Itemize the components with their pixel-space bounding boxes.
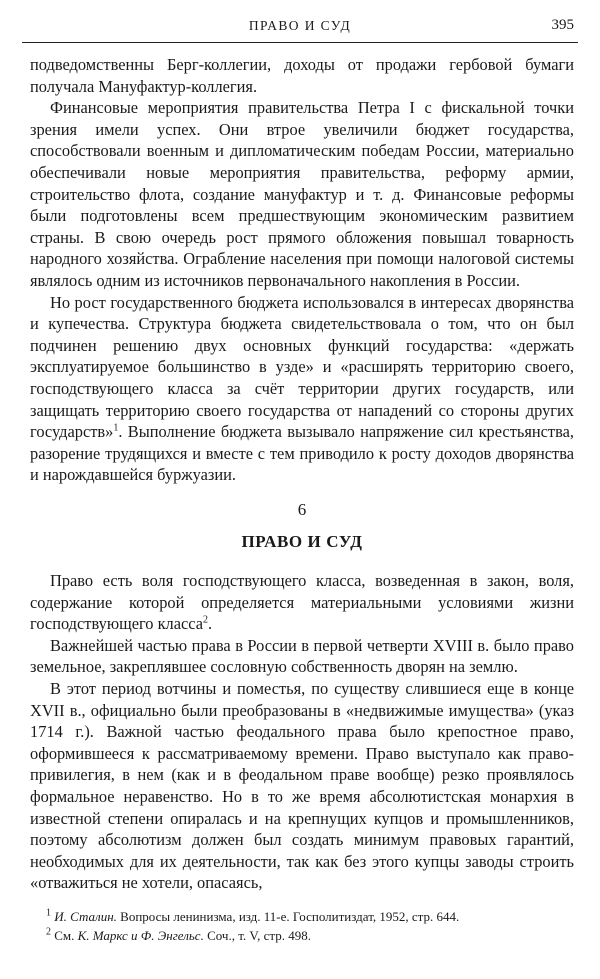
- paragraph: [30, 292, 574, 486]
- section-title: ПРАВО И СУД: [241, 532, 363, 551]
- paragraph: Важнейшей частью права в России в первой четверти XVIII в. было право земельное, закреплявшее сословную собственность дворян на землю.: [30, 635, 574, 677]
- footnote-author: И. Сталин.: [54, 909, 117, 924]
- paragraph-text: .: [208, 614, 213, 634]
- paragraph-text: Но рост государственного бюджета использовался в интересах дворянства и купечества. Структура бюджета свидетельствовала о том, что он был подчинен решению двух основных функций государства: «держать эксплуатируемое большинство в узде» и «расширять территорию своего, господствующего класса за счёт территории других государств, или защищать территорию своего государства от нападений со стороны других государств»: [30, 292, 574, 442]
- footnotes: [30, 907, 574, 945]
- paragraph-text: . Выполнение бюджета вызывало напряжение сил крестьянства, разорение трудящихся и вместе с тем приводило к росту доходов дворянства и нарождавшейся буржуазии.: [30, 422, 574, 485]
- footnote-text: Вопросы ленинизма, изд. 11-е. Госполитиздат, 1952, стр. 644.: [120, 909, 460, 924]
- paragraph: Финансовые мероприятия правительства Петра I с фискальной точки зрения имели успех. Они втрое увеличили бюджет государства, способствовали военным и дипломатическим победам России, материально обеспечивали новые мероприятия правительства, реформу армии, строительство флота, создание мануфактур и т. д. Финансовые реформы были подготовлены всем предшествующим экономическим развитием страны. В свою очередь рост прямого обложения повышал товарность народного хозяйства. Ограбление населения при помощи налоговой системы являлось одним из источников первоначального накопления в России.: [30, 98, 574, 290]
- text-block-top: [30, 54, 574, 486]
- footnote-text: Соч., т. V, стр. 498.: [207, 928, 311, 943]
- running-title: ПРАВО И СУД: [248, 18, 352, 33]
- footnote: [30, 907, 574, 926]
- footnote-mark: 2: [46, 926, 51, 938]
- paragraph: В этот период вотчины и поместья, по существу слившиеся еще в конце XVII в., официально были преобразованы в «недвижимые имущества» (указ 1714 г.). Важной частью феодального права было крепостное право, оформившееся к рассматриваемому времени. Право выступало как право-привилегия, в нем (как и в феодальном праве вообще) резко проявлялось формальное неравенство. Но в то же время абсолютистская монархия в известной степени опиралась и на крепнущих купцов и промышленников, поэтому абсолютизм должен был создать минимум правовых гарантий, необходимых для их деятельности, так как без этого купцы заводы строить «отважиться не хотели, опасаясь,: [30, 678, 574, 893]
- footnote-author: К. Маркс и Ф. Энгельс.: [77, 928, 204, 943]
- section-number: 6: [297, 500, 307, 519]
- page-number: 395: [551, 17, 574, 33]
- footnote: [30, 926, 574, 945]
- footnote-mark: 1: [46, 907, 51, 919]
- footnote-prefix: См.: [54, 928, 75, 943]
- footnote-ref: 2: [203, 614, 209, 626]
- paragraph: [30, 570, 574, 635]
- running-header: [22, 14, 578, 43]
- footnote-ref: 1: [113, 422, 119, 434]
- text-block-section: [30, 570, 574, 894]
- paragraph-text: Право есть воля господствующего класса, возведенная в закон, воля, содержание которой определяется материальными условиями жизни господствующего класса: [30, 571, 574, 634]
- paragraph: подведомственны Берг-коллегии, доходы от продажи гербовой бумаги получала Мануфактур-коллегия.: [30, 55, 574, 96]
